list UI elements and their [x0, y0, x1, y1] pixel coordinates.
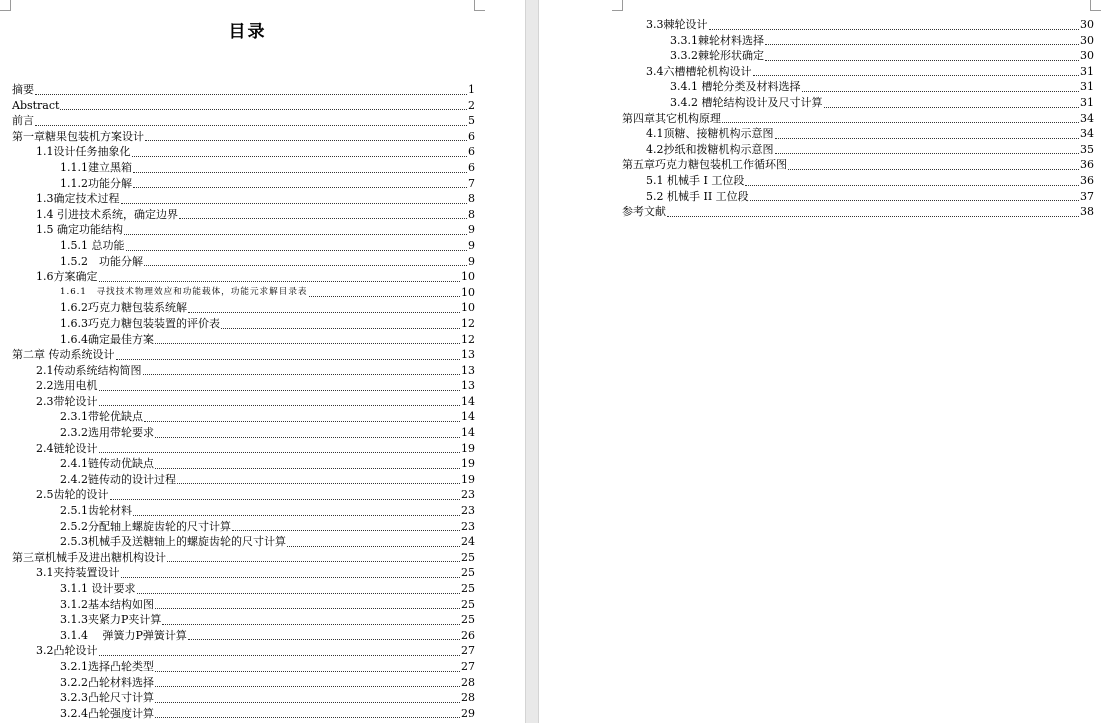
toc-entry-title: 2.3.1带轮优缺点 [60, 410, 143, 424]
toc-dot-leader [133, 172, 467, 173]
toc-entry-title: 5.1 机械手 I 工位段 [646, 173, 745, 187]
toc-entry-title: 1.1.1建立黑箱 [60, 160, 132, 174]
toc-entry[interactable] [12, 316, 475, 332]
toc-entry-title: 3.1.3夹紧力P夹计算 [60, 613, 162, 627]
toc-entry[interactable] [12, 628, 475, 644]
toc-dot-leader [155, 702, 460, 703]
toc-entry[interactable] [12, 534, 475, 550]
toc-entry[interactable] [12, 472, 475, 488]
toc-dot-leader [132, 156, 468, 157]
toc-entry-page-number: 10 [461, 285, 475, 299]
toc-entry-title: 1.6.3巧克力糖包装装置的评价表 [60, 316, 220, 330]
toc-entry-page-number: 1 [468, 83, 475, 96]
toc-entry-page-number: 25 [461, 582, 475, 595]
toc-title: 目录 [228, 22, 267, 42]
toc-entry-page-number: 30 [1080, 18, 1094, 31]
toc-dot-leader [309, 296, 460, 297]
toc-dot-leader [162, 624, 460, 625]
toc-dot-leader [802, 91, 1080, 92]
toc-dot-leader [35, 125, 467, 126]
toc-entry-page-number: 28 [461, 691, 475, 705]
toc-entry-title: 3.3.2棘轮形状确定 [670, 49, 764, 63]
page-gap [525, 0, 539, 723]
toc-entry-title: 2.1传动系统结构简图 [36, 363, 142, 377]
toc-entry-title: 2.5.3机械手及送糖轴上的螺旋齿轮的尺寸计算 [60, 535, 286, 549]
toc-entry-title: 3.2.4凸轮强度计算 [60, 706, 154, 720]
toc-dot-leader [144, 421, 460, 422]
toc-entry-title: 1.6.1 寻找技术物理效应和功能载体，功能元求解目录表 [60, 286, 308, 297]
toc-dot-leader [155, 437, 460, 438]
toc-dot-leader [121, 203, 468, 204]
toc-entry-title: 3.3棘轮设计 [646, 18, 708, 31]
toc-dot-leader [110, 499, 461, 500]
toc-entry[interactable] [622, 142, 1094, 158]
toc-entry[interactable] [12, 176, 475, 192]
toc-entry-page-number: 31 [1080, 80, 1094, 94]
toc-entry-page-number: 10 [461, 270, 475, 284]
toc-entry[interactable] [12, 332, 475, 348]
toc-entry-page-number: 10 [461, 301, 475, 315]
toc-entry-title: 第二章 传动系统设计 [12, 348, 115, 362]
toc-entry-title: 1.5 确定功能结构 [36, 223, 123, 237]
toc-entry-title: 2.2选用电机 [36, 379, 98, 393]
toc-dot-leader [155, 343, 460, 344]
toc-entry-title: 1.6.4确定最佳方案 [60, 332, 154, 346]
toc-entry[interactable] [12, 706, 475, 722]
toc-entry-page-number: 7 [468, 176, 475, 190]
toc-entry[interactable] [12, 300, 475, 316]
toc-entry-title: 3.2.2凸轮材料选择 [60, 675, 154, 689]
toc-dot-leader [745, 185, 1079, 186]
toc-entry[interactable] [12, 612, 475, 628]
toc-dot-leader [722, 122, 1079, 123]
toc-entry-page-number: 25 [461, 566, 475, 580]
toc-entry[interactable] [622, 64, 1094, 80]
toc-entry[interactable] [12, 643, 475, 659]
toc-entry-page-number: 34 [1080, 111, 1094, 125]
toc-entry-title: 3.1夹持装置设计 [36, 566, 120, 580]
toc-entry-page-number: 30 [1080, 33, 1094, 47]
toc-entry[interactable] [12, 503, 475, 519]
toc-entry-page-number: 27 [461, 644, 475, 658]
document-page-left [0, 0, 525, 723]
toc-entry[interactable] [622, 126, 1094, 142]
toc-entry-title: 3.4.1 槽轮分类及材料选择 [670, 80, 801, 94]
toc-entry-title: 2.4链轮设计 [36, 441, 98, 455]
toc-entry-page-number: 34 [1080, 127, 1094, 141]
toc-entry-page-number: 6 [468, 129, 475, 143]
toc-entry-title: 1.1.2功能分解 [60, 176, 132, 190]
toc-entry-page-number: 31 [1080, 95, 1094, 109]
toc-entry-title: 1.6.2巧克力糖包装系统解 [60, 301, 187, 315]
toc-entry-page-number: 24 [461, 535, 475, 549]
toc-entry[interactable] [622, 48, 1094, 64]
toc-entry-title: 第一章糖果包装机方案设计 [12, 129, 144, 143]
toc-entry-title: 4.1顶糖、接糖机构示意图 [646, 127, 774, 141]
toc-entry-title: 2.5.2分配轴上螺旋齿轮的尺寸计算 [60, 519, 231, 533]
toc-entry-title: 3.4.2 槽轮结构设计及尺寸计算 [670, 95, 823, 109]
toc-entry[interactable] [12, 565, 475, 581]
toc-dot-leader [137, 593, 461, 594]
toc-entry[interactable] [622, 204, 1094, 220]
toc-entry[interactable] [12, 409, 475, 425]
page-corner-mark [0, 0, 11, 11]
toc-entry[interactable] [12, 222, 475, 238]
toc-dot-leader [667, 216, 1079, 217]
toc-dot-leader [124, 234, 467, 235]
toc-entry[interactable] [622, 189, 1094, 205]
toc-entry-page-number: 36 [1080, 158, 1094, 172]
toc-entry-title: 2.4.1链传动优缺点 [60, 457, 154, 471]
page-corner-mark [474, 0, 485, 11]
toc-entry-title: 2.4.2链传动的设计过程 [60, 472, 176, 486]
toc-dot-leader [177, 483, 460, 484]
toc-entry-page-number: 12 [461, 316, 475, 330]
toc-dot-leader [60, 109, 467, 110]
toc-dot-leader [35, 94, 467, 95]
toc-entry[interactable] [12, 363, 475, 379]
toc-entry[interactable] [12, 550, 475, 566]
toc-entry-page-number: 8 [468, 192, 475, 206]
toc-entry-page-number: 29 [461, 706, 475, 720]
toc-entry-page-number: 13 [461, 363, 475, 377]
toc-dot-leader [126, 250, 468, 251]
toc-entry-page-number: 19 [461, 441, 475, 455]
toc-entry[interactable] [12, 378, 475, 394]
toc-entry[interactable] [12, 269, 475, 285]
page-corner-mark [1090, 0, 1101, 11]
toc-entry-page-number: 38 [1080, 205, 1094, 219]
toc-dot-leader [99, 655, 461, 656]
toc-entry-title: 1.4 引进技术系统，确定边界 [36, 207, 178, 221]
toc-dot-leader [155, 608, 460, 609]
toc-entry[interactable] [12, 456, 475, 472]
toc-entry-title: 第四章其它机构原理 [622, 111, 721, 125]
toc-dot-leader [144, 265, 467, 266]
toc-dot-leader [155, 717, 460, 718]
toc-entry-title: 4.2抄纸和拨糖机构示意图 [646, 142, 774, 156]
toc-entry[interactable] [12, 285, 475, 301]
toc-entry-title: 3.2.1选择凸轮类型 [60, 659, 154, 673]
toc-entry-page-number: 19 [461, 472, 475, 486]
toc-entry-page-number: 36 [1080, 173, 1094, 187]
toc-entry[interactable] [12, 129, 475, 145]
toc-entry-title: 5.2 机械手 II 工位段 [646, 189, 749, 203]
toc-dot-leader [145, 140, 467, 141]
toc-entry[interactable] [12, 238, 475, 254]
toc-entry-title: 3.2凸轮设计 [36, 644, 98, 658]
toc-entry-page-number: 23 [461, 504, 475, 518]
toc-dot-leader [133, 187, 467, 188]
toc-entry[interactable] [12, 113, 475, 129]
toc-entry[interactable] [12, 254, 475, 270]
toc-entry[interactable] [12, 347, 475, 363]
toc-entry-title: 第五章巧克力糖包装机工作循环图 [622, 158, 787, 172]
toc-entry-title: 3.1.4 弹簧力P弹簧计算 [60, 628, 187, 642]
toc-entry[interactable] [12, 160, 475, 176]
toc-entry-title: 3.1.2基本结构如图 [60, 597, 154, 611]
toc-dot-leader [753, 75, 1080, 76]
toc-entry[interactable] [12, 425, 475, 441]
toc-entry-page-number: 6 [468, 160, 475, 174]
toc-entry-page-number: 9 [468, 254, 475, 268]
toc-entry-page-number: 14 [461, 394, 475, 408]
toc-dot-leader [143, 374, 461, 375]
toc-entry-page-number: 25 [461, 550, 475, 564]
toc-entry-page-number: 9 [468, 238, 475, 252]
toc-entry-page-number: 37 [1080, 189, 1094, 203]
toc-entry-title: 3.1.1 设计要求 [60, 582, 136, 595]
toc-entry[interactable] [12, 581, 475, 597]
toc-entry-page-number: 6 [468, 145, 475, 159]
toc-entry[interactable] [12, 441, 475, 457]
toc-dot-leader [775, 153, 1080, 154]
toc-dot-leader [765, 44, 1079, 45]
toc-entry-title: 2.5.1齿轮材料 [60, 504, 132, 518]
toc-dot-leader [99, 405, 461, 406]
toc-entry[interactable] [12, 597, 475, 613]
toc-entry-title: 前言 [12, 114, 34, 128]
toc-entry-title: 1.1设计任务抽象化 [36, 145, 131, 159]
toc-entry[interactable] [12, 394, 475, 410]
toc-entry[interactable] [12, 207, 475, 223]
toc-entry-title: 3.3.1棘轮材料选择 [670, 33, 764, 47]
toc-entry[interactable] [622, 173, 1094, 189]
toc-dot-leader [232, 530, 460, 531]
toc-entry[interactable] [622, 157, 1094, 173]
toc-dot-leader [99, 452, 461, 453]
toc-entry-page-number: 13 [461, 348, 475, 362]
toc-entry[interactable] [12, 191, 475, 207]
toc-dot-leader [155, 671, 460, 672]
toc-entry[interactable] [622, 17, 1094, 33]
toc-dot-leader [765, 60, 1079, 61]
toc-entry-page-number: 12 [461, 332, 475, 346]
toc-entry-page-number: 25 [461, 613, 475, 627]
toc-entry-page-number: 30 [1080, 49, 1094, 63]
document-page-right [539, 0, 1101, 723]
toc-entry[interactable] [622, 111, 1094, 127]
toc-dot-leader [287, 546, 460, 547]
toc-entry-page-number: 8 [468, 207, 475, 221]
toc-entry-page-number: 23 [461, 519, 475, 533]
toc-entry-page-number: 31 [1080, 64, 1094, 78]
page-corner-mark [612, 0, 623, 11]
toc-entry-title: 1.3确定技术过程 [36, 192, 120, 206]
toc-entry-page-number: 27 [461, 659, 475, 673]
toc-dot-leader [750, 200, 1079, 201]
toc-entry[interactable] [12, 690, 475, 706]
toc-dot-leader [121, 577, 461, 578]
toc-dot-leader [709, 29, 1080, 30]
toc-entry-page-number: 13 [461, 379, 475, 393]
toc-entry-title: 2.3.2选用带轮要求 [60, 426, 154, 440]
toc-entry-page-number: 28 [461, 675, 475, 689]
toc-entry-page-number: 14 [461, 426, 475, 440]
toc-entry-page-number: 14 [461, 410, 475, 424]
toc-entry-title: 2.3带轮设计 [36, 394, 98, 408]
toc-entry-page-number: 19 [461, 457, 475, 471]
toc-dot-leader [167, 561, 460, 562]
toc-dot-leader [116, 359, 461, 360]
toc-dot-leader [99, 281, 461, 282]
toc-entry[interactable] [12, 144, 475, 160]
toc-entry[interactable] [12, 98, 475, 114]
toc-entry-title: 3.2.3凸轮尺寸计算 [60, 691, 154, 705]
toc-entry-title: 第三章机械手及进出糖机构设计 [12, 550, 166, 564]
toc-dot-leader [155, 686, 460, 687]
toc-entry-page-number: 25 [461, 597, 475, 611]
toc-dot-leader [155, 468, 460, 469]
toc-entry[interactable] [622, 33, 1094, 49]
toc-entry[interactable] [622, 79, 1094, 95]
toc-entry-title: Abstract [12, 98, 60, 112]
toc-entry[interactable] [12, 675, 475, 691]
toc-entry-page-number: 9 [468, 223, 475, 237]
toc-entry[interactable] [12, 519, 475, 535]
toc-entry[interactable] [12, 487, 475, 503]
toc-dot-leader [188, 639, 460, 640]
toc-entry-page-number: 35 [1080, 142, 1094, 156]
toc-entry-title: 3.4六槽槽轮机构设计 [646, 64, 752, 78]
toc-dot-leader [775, 138, 1080, 139]
toc-entry-title: 1.5.2 功能分解 [60, 254, 143, 268]
toc-entry-page-number: 23 [461, 488, 475, 502]
toc-entry[interactable] [12, 82, 475, 98]
toc-entry-title: 1.5.1 总功能 [60, 238, 125, 252]
toc-list-right [622, 17, 1094, 220]
toc-dot-leader [188, 312, 460, 313]
toc-entry-page-number: 5 [468, 114, 475, 128]
toc-entry-page-number: 2 [468, 98, 475, 112]
toc-entry-title: 摘要 [12, 83, 34, 96]
toc-entry[interactable] [622, 95, 1094, 111]
toc-dot-leader [788, 169, 1079, 170]
toc-entry-title: 参考文献 [622, 205, 666, 219]
toc-entry-title: 2.5齿轮的设计 [36, 488, 109, 502]
toc-entry-title: 1.6方案确定 [36, 270, 98, 284]
toc-dot-leader [99, 390, 461, 391]
toc-dot-leader [824, 107, 1080, 108]
toc-dot-leader [179, 218, 467, 219]
toc-entry[interactable] [12, 659, 475, 675]
toc-dot-leader [221, 328, 460, 329]
toc-dot-leader [133, 515, 460, 516]
toc-entry-page-number: 26 [461, 628, 475, 642]
toc-list-left [12, 82, 475, 721]
